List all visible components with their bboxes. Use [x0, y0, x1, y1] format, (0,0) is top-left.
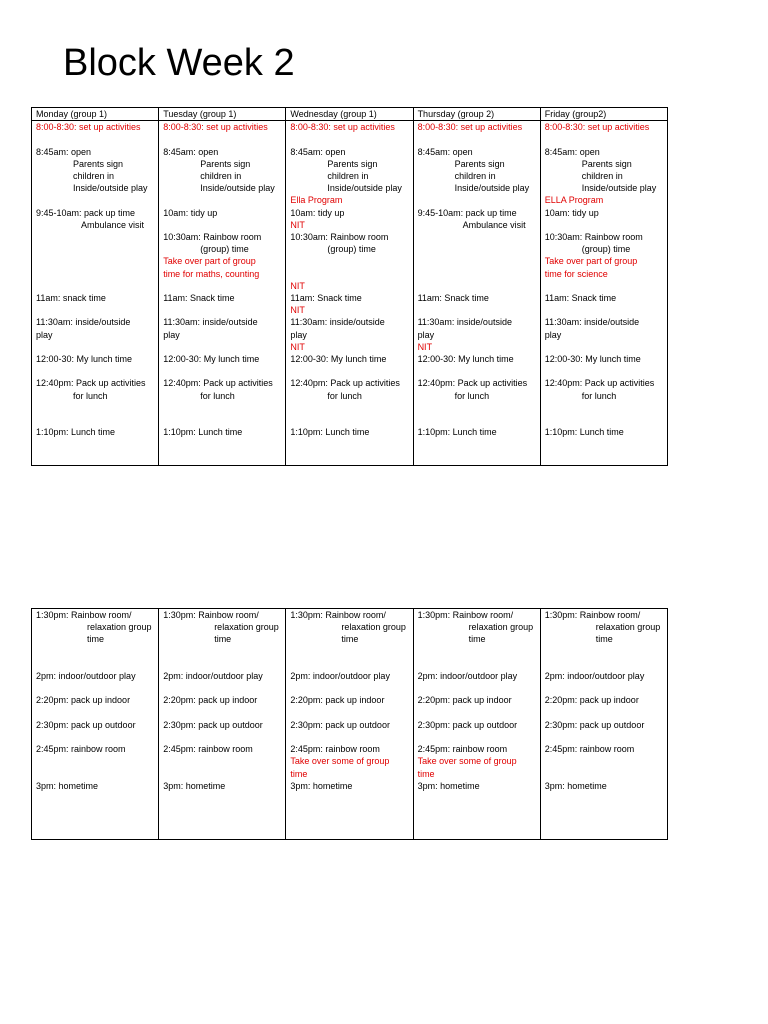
schedule-entry: children in — [581, 171, 623, 181]
schedule-entry: (group) time — [581, 244, 631, 255]
blank-line — [418, 194, 536, 206]
blank-line — [163, 219, 281, 231]
schedule-entry: 11am: Snack time — [544, 293, 617, 303]
blank-line — [290, 682, 408, 694]
schedule-entry: (group) time — [200, 244, 249, 255]
schedule-entry: 12:00-30: My lunch time — [290, 354, 387, 365]
schedule-entry: play — [290, 329, 307, 340]
schedule-entry: Inside/outside play — [581, 183, 657, 194]
schedule-entry: 1:10pm: Lunch time — [36, 427, 116, 438]
schedule-entry: play — [417, 329, 435, 340]
schedule-entry: 1:30pm: Rainbow room/ — [36, 610, 132, 620]
blank-line — [545, 658, 663, 670]
highlight-note: NIT — [290, 280, 305, 291]
schedule-entry: 1:30pm: Rainbow room/ — [544, 610, 641, 620]
schedule-entry: 11:30am: inside/outside — [544, 317, 640, 328]
morning-cell-monday — [32, 121, 159, 466]
schedule-entry: 1:10pm: Lunch time — [544, 427, 624, 438]
schedule-entry: 12:40pm: Pack up activities — [417, 378, 528, 389]
blank-line — [36, 365, 154, 377]
schedule-entry: for lunch — [200, 390, 235, 401]
blank-line — [36, 682, 154, 694]
blank-line — [36, 255, 154, 267]
schedule-entry: children in — [200, 171, 242, 181]
blank-line — [290, 658, 408, 670]
blank-line — [418, 304, 536, 316]
blank-line — [36, 341, 154, 353]
highlight-note: Take over part of group — [163, 256, 256, 267]
blank-line — [418, 402, 536, 414]
schedule-entry: Parents sign — [73, 158, 124, 169]
blank-line — [418, 731, 536, 743]
blank-line — [545, 682, 663, 694]
schedule-entry: play — [36, 329, 53, 340]
schedule-entry: 9:45-10am: pack up time — [417, 207, 517, 218]
schedule-entry: 1:30pm: Rainbow room/ — [290, 610, 386, 620]
highlight-note: Take over part of group — [544, 256, 638, 267]
highlight-note: NIT — [417, 341, 433, 352]
blank-line — [545, 707, 663, 719]
schedule-entry: 10am: tidy up — [544, 207, 599, 218]
schedule-entry: 2pm: indoor/outdoor play — [417, 670, 518, 681]
blank-line — [545, 341, 663, 353]
schedule-entry: time — [87, 634, 105, 645]
highlight-note: Take over some of group — [290, 756, 390, 767]
blank-line — [36, 755, 154, 767]
highlight-note: 8:00-8:30: set up activities — [290, 122, 395, 133]
blank-line — [418, 365, 536, 377]
schedule-entry: 2:20pm: pack up indoor — [36, 695, 131, 706]
schedule-entry: children in — [327, 171, 369, 181]
highlight-note: 8:00-8:30: set up activities — [163, 122, 268, 133]
blank-line — [418, 255, 536, 267]
blank-line — [36, 268, 154, 280]
blank-line — [36, 646, 154, 658]
day-header-tuesday: Tuesday (group 1) — [159, 108, 286, 121]
schedule-entry: 10am: tidy up — [163, 207, 218, 218]
schedule-entry: 12:40pm: Pack up activities — [163, 378, 273, 389]
highlight-note: Take over some of group — [417, 756, 517, 767]
day-header-friday: Friday (group2) — [540, 108, 667, 121]
schedule-entry: 3pm: hometime — [544, 780, 607, 791]
schedule-entry: 10:30am: Rainbow room — [163, 231, 262, 242]
blank-line — [163, 194, 281, 206]
morning-schedule-table — [31, 107, 668, 466]
highlight-note: NIT — [290, 219, 305, 230]
blank-line — [36, 707, 154, 719]
schedule-entry: 2:20pm: pack up indoor — [290, 695, 385, 706]
schedule-entry: 2:30pm: pack up outdoor — [544, 719, 645, 730]
blank-line — [545, 304, 663, 316]
schedule-entry: 8:45am: open — [36, 146, 92, 157]
afternoon-cell-thursday — [413, 609, 540, 840]
schedule-entry: Ambulance visit — [462, 219, 526, 230]
blank-line — [36, 243, 154, 255]
blank-line — [290, 268, 408, 280]
day-header-monday: Monday (group 1) — [32, 108, 159, 121]
schedule-entry: for lunch — [327, 390, 362, 401]
afternoon-cell-tuesday — [159, 609, 286, 840]
afternoon-cell-wednesday — [286, 609, 413, 840]
blank-line — [418, 243, 536, 255]
highlight-note: Ella Program — [290, 195, 343, 206]
highlight-note: ELLA Program — [544, 195, 604, 206]
schedule-entry: Inside/outside play — [327, 183, 402, 194]
schedule-entry: time — [595, 634, 613, 645]
schedule-entry: 11am: Snack time — [163, 292, 235, 303]
schedule-entry: 2pm: indoor/outdoor play — [163, 670, 263, 681]
schedule-entry: 2:30pm: pack up outdoor — [290, 719, 390, 730]
schedule-entry: 2:30pm: pack up outdoor — [36, 719, 136, 730]
schedule-entry: 3pm: hometime — [417, 780, 480, 791]
schedule-entry: play — [544, 329, 562, 340]
afternoon-cell-monday — [32, 609, 159, 840]
blank-line — [163, 731, 281, 743]
schedule-entry: 8:45am: open — [163, 146, 219, 157]
morning-cell-thursday — [413, 121, 540, 466]
schedule-entry: 2:45pm: rainbow room — [544, 744, 635, 755]
blank-line — [418, 414, 536, 426]
blank-line — [418, 707, 536, 719]
blank-line — [290, 255, 408, 267]
blank-line — [163, 755, 281, 767]
schedule-entry: relaxation group — [595, 622, 661, 633]
blank-line — [163, 304, 281, 316]
blank-line — [290, 365, 408, 377]
schedule-entry: Parents sign — [327, 158, 378, 169]
blank-line — [545, 365, 663, 377]
schedule-entry: 2pm: indoor/outdoor play — [290, 670, 390, 681]
schedule-entry: 11:30am: inside/outside — [290, 317, 385, 328]
blank-line — [36, 133, 154, 145]
schedule-entry: Inside/outside play — [454, 183, 530, 194]
blank-line — [163, 707, 281, 719]
schedule-entry: 11:30am: inside/outside — [163, 317, 258, 328]
schedule-entry: 3pm: hometime — [163, 780, 226, 791]
blank-line — [163, 646, 281, 658]
blank-line — [36, 731, 154, 743]
schedule-entry: 10am: tidy up — [290, 207, 345, 218]
schedule-entry: 1:10pm: Lunch time — [417, 427, 497, 438]
schedule-entry: children in — [73, 171, 115, 181]
blank-line — [290, 646, 408, 658]
morning-cell-wednesday — [286, 121, 413, 466]
schedule-entry: relaxation group — [468, 622, 534, 633]
table-header-row — [32, 108, 668, 121]
schedule-entry: Parents sign — [200, 158, 251, 169]
schedule-entry: 2:45pm: rainbow room — [36, 744, 126, 755]
schedule-entry: 3pm: hometime — [36, 780, 99, 791]
schedule-entry: 2:45pm: rainbow room — [163, 744, 253, 755]
blank-line — [545, 755, 663, 767]
morning-cell-friday — [540, 121, 667, 466]
blank-line — [545, 133, 663, 145]
schedule-entry: 1:30pm: Rainbow room/ — [163, 610, 259, 620]
blank-line — [163, 341, 281, 353]
schedule-entry: 10:30am: Rainbow room — [544, 232, 643, 242]
blank-line — [163, 402, 281, 414]
schedule-entry: 12:00-30: My lunch time — [417, 353, 514, 364]
schedule-entry: 3pm: hometime — [290, 780, 353, 791]
blank-line — [545, 219, 663, 231]
schedule-entry: play — [163, 329, 180, 340]
highlight-note: NIT — [290, 305, 305, 316]
schedule-entry: 12:40pm: Pack up activities — [544, 378, 655, 389]
day-header-thursday: Thursday (group 2) — [413, 108, 540, 121]
highlight-note: time — [290, 768, 308, 779]
blank-line — [36, 414, 154, 426]
blank-line — [545, 414, 663, 426]
blank-line — [163, 365, 281, 377]
schedule-entry: 1:10pm: Lunch time — [163, 427, 243, 438]
blank-line — [290, 402, 408, 414]
schedule-entry: Inside/outside play — [73, 183, 148, 194]
schedule-entry: 2:30pm: pack up outdoor — [163, 719, 263, 730]
schedule-entry: 8:45am: open — [417, 146, 473, 157]
blank-line — [36, 658, 154, 670]
blank-line — [36, 231, 154, 243]
blank-line — [545, 768, 663, 780]
schedule-entry: for lunch — [454, 390, 490, 401]
schedule-entry: for lunch — [73, 390, 108, 401]
blank-line — [290, 707, 408, 719]
blank-line — [545, 402, 663, 414]
blank-line — [290, 133, 408, 145]
afternoon-row — [32, 609, 668, 840]
blank-line — [163, 658, 281, 670]
schedule-entry: 8:45am: open — [544, 146, 600, 157]
afternoon-cell-friday — [540, 609, 667, 840]
schedule-entry: Ambulance visit — [81, 219, 145, 230]
schedule-entry: time — [214, 634, 232, 645]
schedule-entry: 8:45am: open — [290, 146, 346, 157]
schedule-entry: 12:40pm: Pack up activities — [290, 378, 400, 389]
blank-line — [545, 280, 663, 292]
highlight-note: time — [417, 768, 435, 779]
blank-line — [418, 231, 536, 243]
highlight-note: time for maths, counting — [163, 268, 260, 279]
schedule-entry: Parents sign — [581, 158, 632, 169]
schedule-entry: 2:20pm: pack up indoor — [544, 695, 639, 706]
blank-line — [163, 414, 281, 426]
schedule-entry: 12:00-30: My lunch time — [36, 353, 133, 364]
schedule-entry: for lunch — [581, 390, 617, 401]
schedule-entry: 10:30am: Rainbow room — [290, 232, 389, 243]
page-title: Block Week 2 — [63, 42, 295, 84]
blank-line — [418, 646, 536, 658]
blank-line — [290, 414, 408, 426]
morning-row — [32, 121, 668, 466]
schedule-entry: time — [341, 634, 359, 645]
schedule-entry: 9:45-10am: pack up time — [36, 207, 136, 218]
schedule-entry: 2:20pm: pack up indoor — [163, 695, 258, 706]
schedule-entry: 11:30am: inside/outside — [36, 317, 131, 328]
schedule-entry: children in — [454, 171, 496, 181]
schedule-entry: relaxation group — [87, 622, 152, 633]
blank-line — [418, 280, 536, 292]
blank-line — [418, 682, 536, 694]
schedule-entry: 12:40pm: Pack up activities — [36, 378, 146, 389]
blank-line — [36, 194, 154, 206]
highlight-note: NIT — [290, 341, 305, 352]
highlight-note: 8:00-8:30: set up activities — [417, 122, 523, 133]
blank-line — [36, 768, 154, 780]
schedule-entry: (group) time — [327, 244, 376, 255]
schedule-entry: Parents sign — [454, 158, 505, 169]
blank-line — [545, 731, 663, 743]
schedule-entry: 2:30pm: pack up outdoor — [417, 719, 518, 730]
schedule-entry: 12:00-30: My lunch time — [544, 353, 641, 364]
schedule-entry: 2pm: indoor/outdoor play — [544, 670, 645, 681]
schedule-entry: 11am: Snack time — [290, 293, 362, 303]
schedule-entry: 2pm: indoor/outdoor play — [36, 670, 136, 681]
blank-line — [545, 646, 663, 658]
schedule-entry: Inside/outside play — [200, 183, 275, 194]
blank-line — [36, 402, 154, 414]
schedule-entry: 1:10pm: Lunch time — [290, 427, 370, 438]
morning-cell-tuesday — [159, 121, 286, 466]
schedule-entry: relaxation group — [341, 622, 406, 633]
day-header-wednesday: Wednesday (group 1) — [286, 108, 413, 121]
schedule-entry: time — [468, 634, 486, 645]
schedule-entry: 12:00-30: My lunch time — [163, 353, 260, 364]
blank-line — [290, 731, 408, 743]
blank-line — [163, 280, 281, 292]
schedule-entry: 11:30am: inside/outside — [417, 317, 512, 328]
blank-line — [163, 768, 281, 780]
blank-line — [36, 280, 154, 292]
highlight-note: time for science — [544, 268, 608, 279]
blank-line — [418, 133, 536, 145]
schedule-entry: 2:20pm: pack up indoor — [417, 695, 512, 706]
blank-line — [418, 268, 536, 280]
afternoon-schedule-table — [31, 608, 668, 840]
schedule-entry: 1:30pm: Rainbow room/ — [417, 610, 514, 620]
schedule-entry: 11am: Snack time — [417, 292, 489, 303]
blank-line — [163, 133, 281, 145]
schedule-entry: 2:45pm: rainbow room — [417, 744, 508, 755]
blank-line — [36, 304, 154, 316]
highlight-note: 8:00-8:30: set up activities — [36, 122, 141, 133]
schedule-entry: 2:45pm: rainbow room — [290, 744, 380, 755]
blank-line — [418, 658, 536, 670]
schedule-entry: relaxation group — [214, 622, 279, 633]
schedule-entry: 11am: snack time — [36, 292, 106, 303]
highlight-note: 8:00-8:30: set up activities — [544, 122, 650, 133]
blank-line — [163, 682, 281, 694]
